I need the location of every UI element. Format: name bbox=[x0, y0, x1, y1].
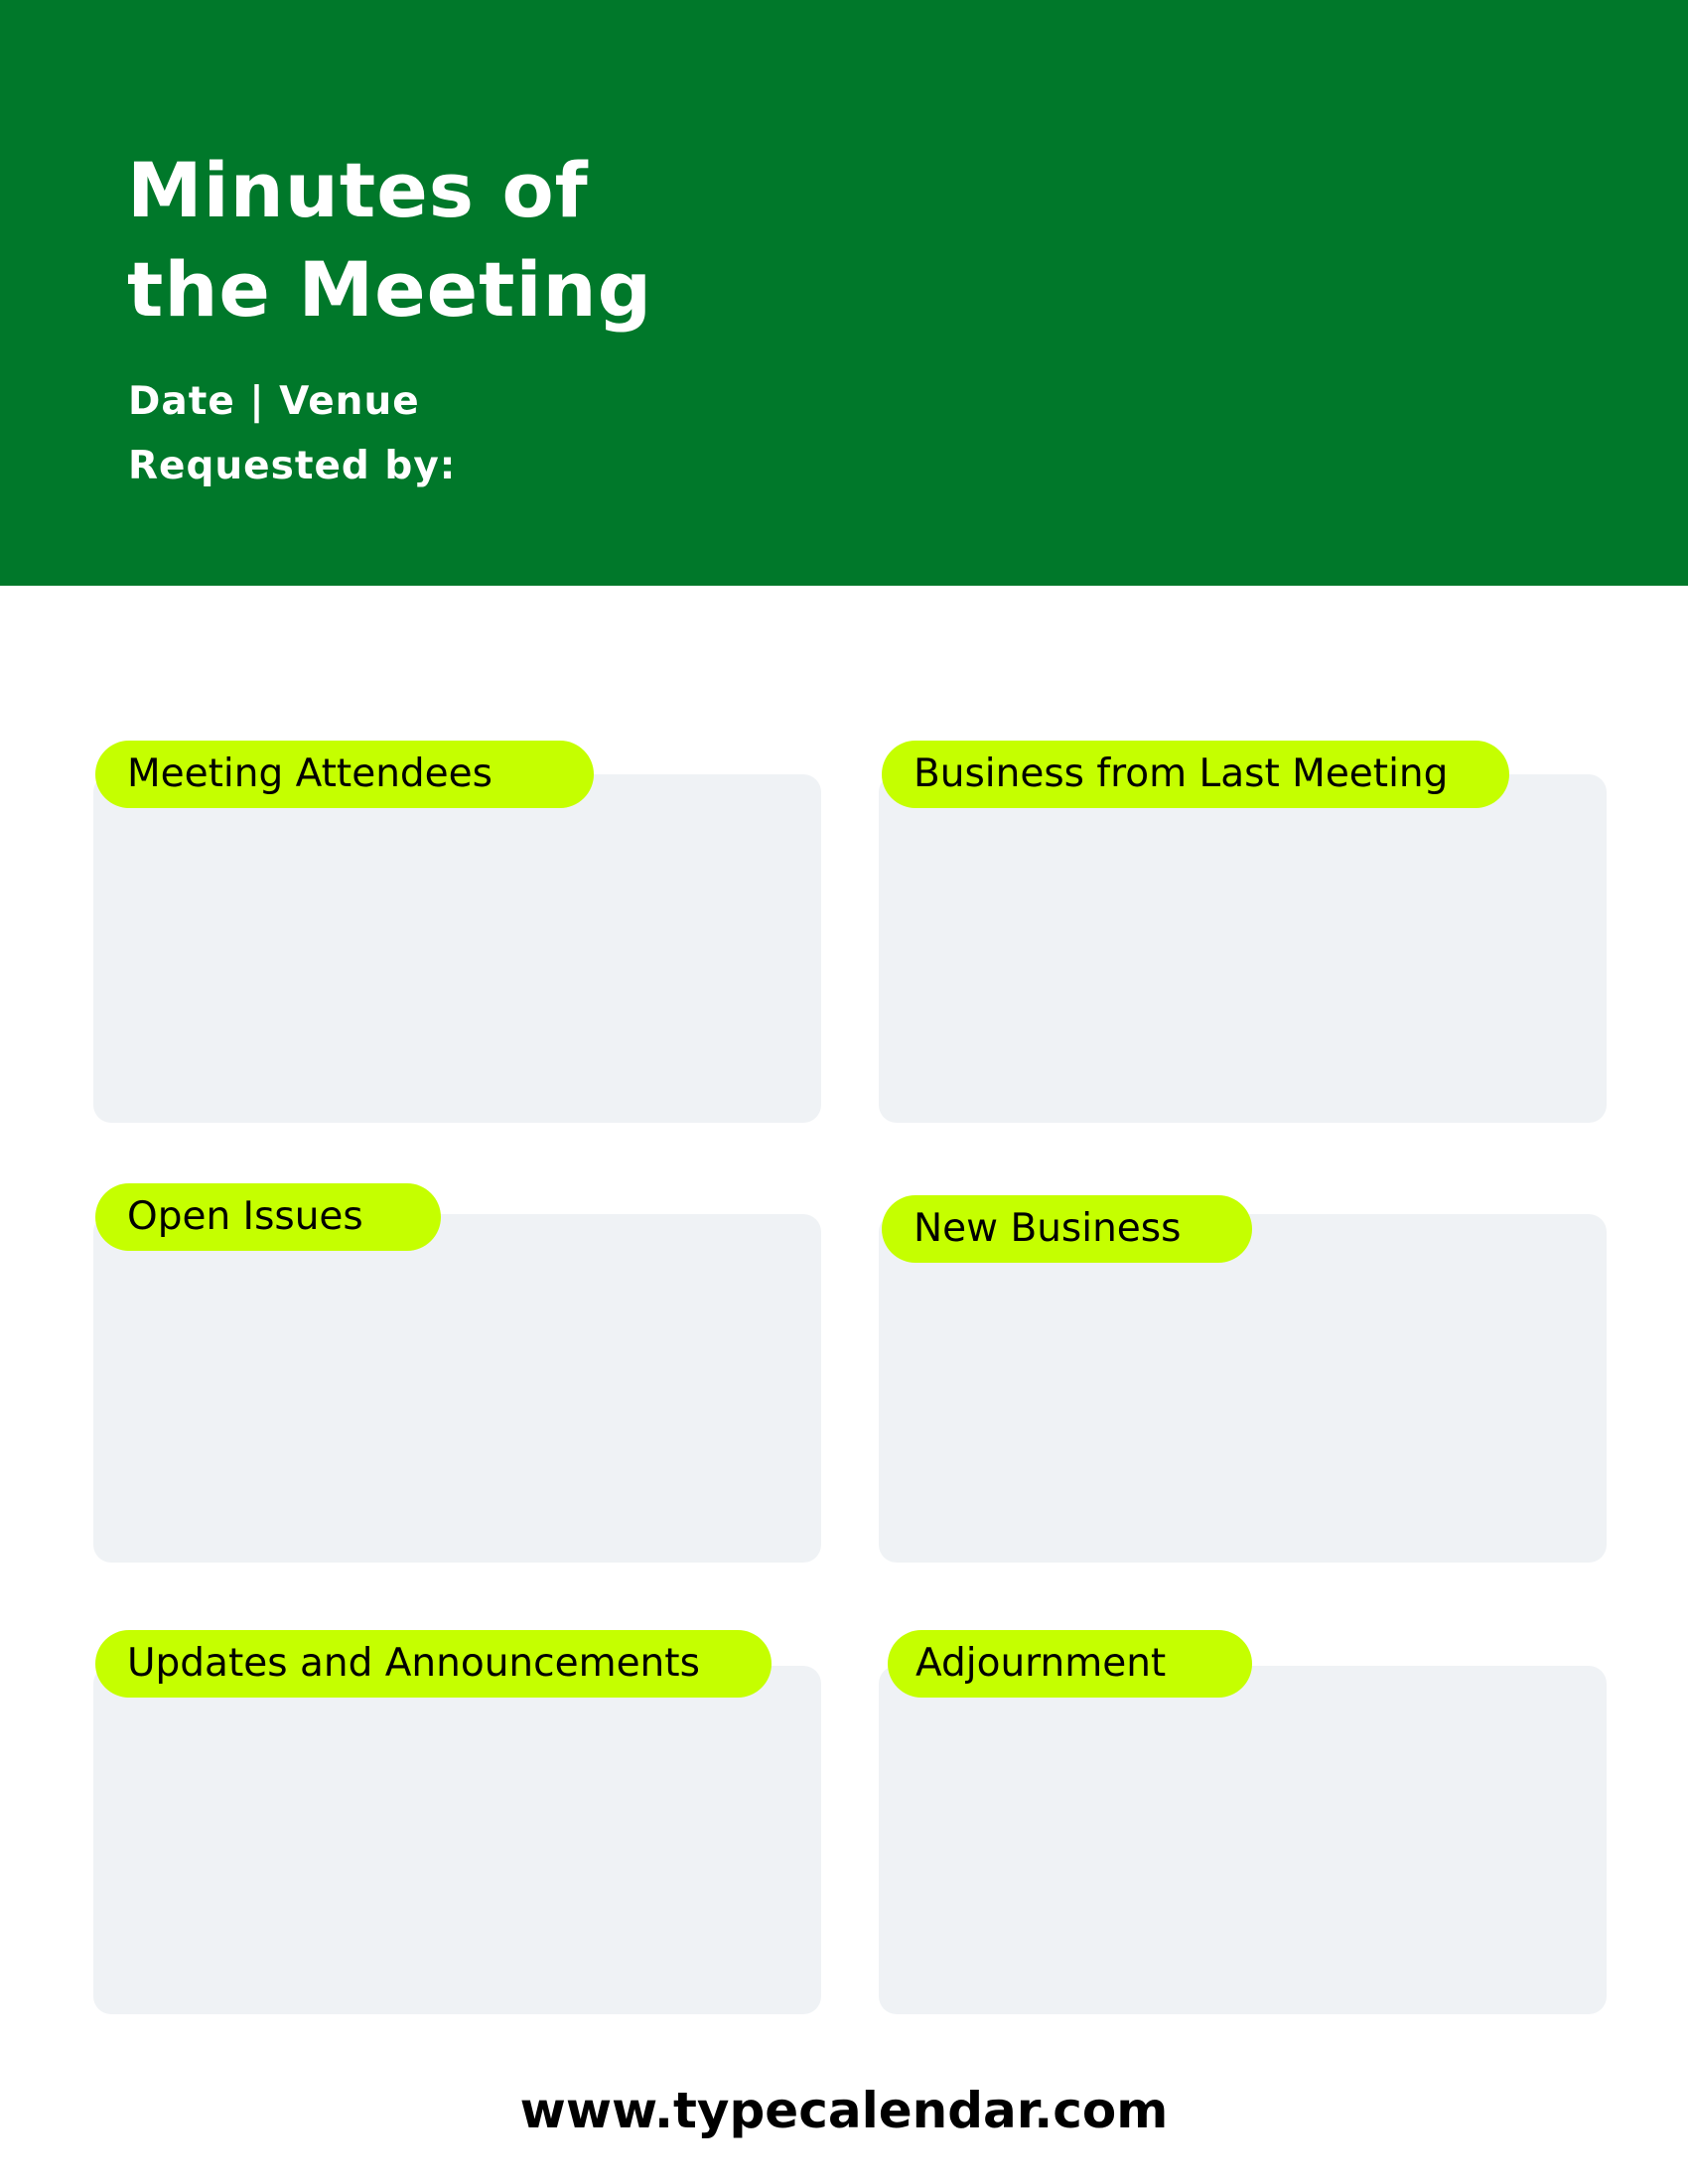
open-issues-heading: Open Issues bbox=[95, 1183, 441, 1251]
footer-url[interactable]: www.typecalendar.com bbox=[519, 2082, 1169, 2139]
last-business-box[interactable] bbox=[879, 774, 1607, 1123]
updates-heading: Updates and Announcements bbox=[95, 1630, 772, 1698]
adjournment-box[interactable] bbox=[879, 1666, 1607, 2014]
page-title bbox=[127, 141, 652, 340]
last-business-heading: Business from Last Meeting bbox=[882, 741, 1509, 808]
new-business-heading: New Business bbox=[882, 1195, 1252, 1263]
attendees-box[interactable] bbox=[93, 774, 821, 1123]
new-business-box[interactable] bbox=[879, 1214, 1607, 1563]
open-issues-box[interactable] bbox=[93, 1214, 821, 1563]
attendees-heading: Meeting Attendees bbox=[95, 741, 594, 808]
title-line-1: Minutes of bbox=[127, 146, 589, 234]
header-banner bbox=[0, 0, 1688, 586]
updates-box[interactable] bbox=[93, 1666, 821, 2014]
date-venue-label: Date | Venue bbox=[128, 379, 420, 424]
requested-by-label: Requested by: bbox=[128, 444, 457, 488]
adjournment-heading: Adjournment bbox=[888, 1630, 1252, 1698]
title-line-2: the Meeting bbox=[127, 245, 653, 334]
